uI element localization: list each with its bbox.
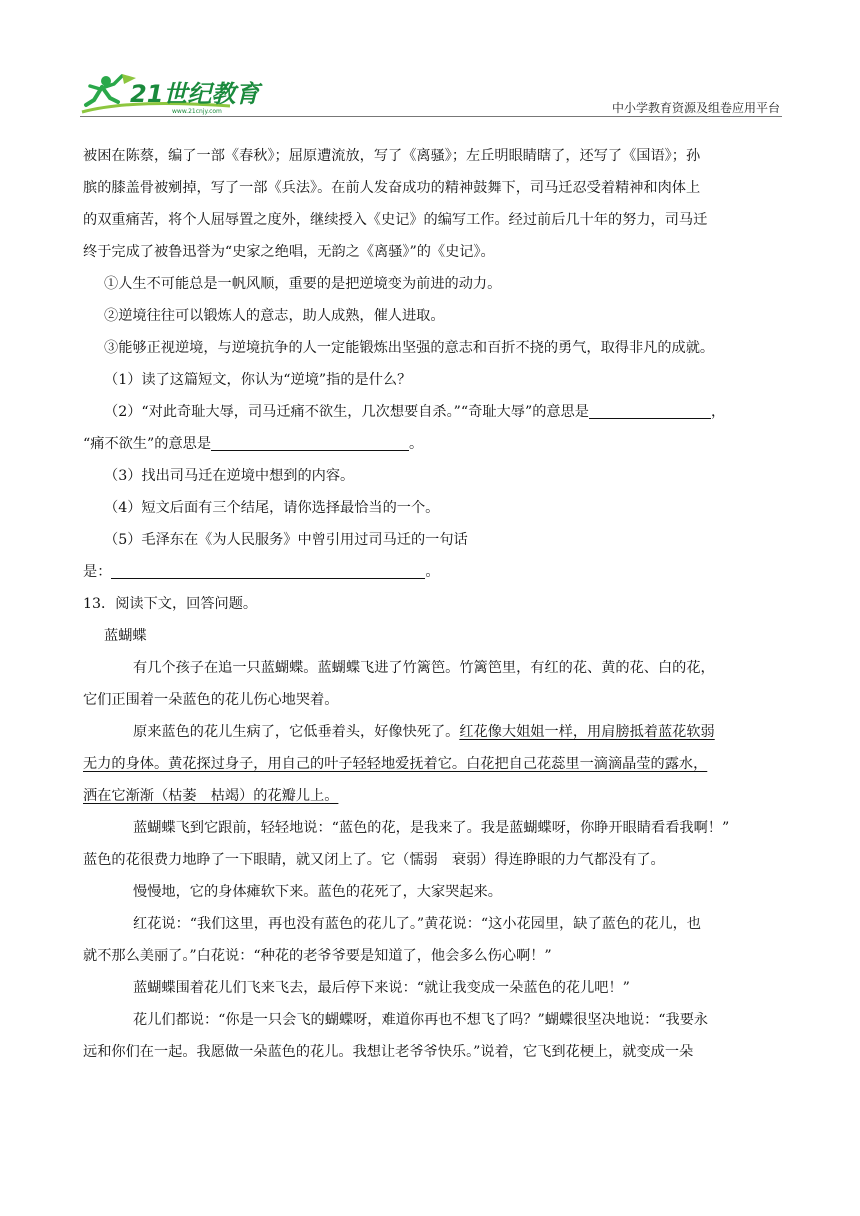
answer-blank[interactable] <box>211 433 409 451</box>
story-line <box>83 716 779 748</box>
underlined-text: 洒在它渐渐（枯萎 枯竭）的花瓣儿上。 <box>83 788 339 804</box>
punctuation: 。 <box>425 564 440 580</box>
page-header <box>80 68 782 118</box>
punctuation: ， <box>710 404 726 420</box>
question-2 <box>83 396 779 428</box>
story-line: 红花说：“我们这里，再也没有蓝色的花儿了。”黄花说：“这小花园里，缺了蓝色的花儿，也 <box>133 916 701 932</box>
question-3: （3）找出司马迁在逆境中想到的内容。 <box>104 468 355 484</box>
story-line: 它们正围着一朵蓝色的花儿伤心地哭着。 <box>83 692 339 708</box>
story-line <box>83 748 779 780</box>
logo-text: 21世纪教育 <box>130 80 260 108</box>
story-text: 原来蓝色的花儿生病了，它低垂着头，好像快死了。 <box>133 724 460 740</box>
ending-option-2: ②逆境往往可以锻炼人的意志，助人成熟，催人进取。 <box>104 308 445 324</box>
story-line: 有几个孩子在追一只蓝蝴蝶。蓝蝴蝶飞进了竹篱笆。竹篱笆里，有红的花、黄的花、白的花， <box>133 660 715 676</box>
question-2-continued <box>83 428 779 460</box>
question-1: （1）读了这篇短文，你认为“逆境”指的是什么？ <box>104 372 412 388</box>
story-line: 就不那么美丽了。”白花说：“种花的老爷爷要是知道了，他会多么伤心啊！” <box>83 948 552 964</box>
story-line: 蓝蝴蝶飞到它跟前，轻轻地说：“蓝色的花，是我来了。我是蓝蝴蝶呀，你睁开眼睛看看我啊！” <box>133 820 730 836</box>
question-2-text: （2）“对此奇耻大辱，司马迁痛不欲生，几次想要自杀。”“奇耻大辱”的意思是 <box>104 404 589 420</box>
runner-logo-icon <box>80 72 340 116</box>
question-4: （4）短文后面有三个结尾，请你选择最恰当的一个。 <box>104 500 440 516</box>
passage-line: 终于完成了被鲁迅誉为“史家之绝唱，无韵之《离骚》”的《史记》。 <box>83 244 495 260</box>
document-body <box>83 140 779 1068</box>
question-5-continued <box>83 556 779 588</box>
site-logo <box>80 72 340 116</box>
story-line: 慢慢地，它的身体瘫软下来。蓝色的花死了，大家哭起来。 <box>133 884 502 900</box>
story-line: 花儿们都说：“你是一只会飞的蝴蝶呀，难道你再也不想飞了吗？”蝴蝶很坚决地说：“我要永 <box>133 1012 709 1028</box>
header-divider <box>80 116 782 117</box>
story-title: 蓝蝴蝶 <box>104 628 147 644</box>
question-13-heading: 13．阅读下文，回答问题。 <box>83 596 258 612</box>
passage-line: 膑的膝盖骨被剜掉，写了一部《兵法》。在前人发奋成功的精神鼓舞下，司马迁忍受着精神和肉体上 <box>83 180 701 196</box>
platform-name: 中小学教育资源及组卷应用平台 <box>611 101 780 115</box>
answer-blank[interactable] <box>589 401 711 419</box>
story-line: 蓝蝴蝶围着花儿们飞来飞去，最后停下来说：“就让我变成一朵蓝色的花儿吧！” <box>133 980 630 996</box>
ending-option-3: ③能够正视逆境，与逆境抗争的人一定能锻炼出坚强的意志和百折不挠的勇气，取得非凡的成就。 <box>104 340 715 356</box>
ending-option-1: ①人生不可能总是一帆风顺，重要的是把逆境变为前进的动力。 <box>104 276 502 292</box>
underlined-text: 无力的身体。黄花探过身子，用自己的叶子轻轻地爱抚着它。白花把自己花蕊里一滴滴晶莹的露水， <box>83 756 708 772</box>
logo-url-text: www.21cnjy.com <box>172 108 222 115</box>
question-2b-text: “痛不欲生”的意思是 <box>83 436 212 452</box>
question-5: （5）毛泽东在《为人民服务》中曾引用过司马迁的一句话 <box>104 532 468 548</box>
question-5b-text: 是： <box>83 564 112 580</box>
passage-line: 被困在陈蔡，编了一部《春秋》；屈原遭流放，写了《离骚》；左丘明眼睛瞎了，还写了《国语》；孙 <box>83 148 701 164</box>
underlined-text: 红花像大姐姐一样，用肩膀抵着蓝花软弱 <box>459 724 715 740</box>
story-line: 蓝色的花很费力地睁了一下眼睛，就又闭上了。它（懦弱 衰弱）得连睁眼的力气都没有了。 <box>83 852 665 868</box>
story-line: 远和你们在一起。我愿做一朵蓝色的花儿。我想让老爷爷快乐。”说着，它飞到花梗上，就变成一朵 <box>83 1044 694 1060</box>
passage-line: 的双重痛苦，将个人屈辱置之度外，继续授入《史记》的编写工作。经过前后几十年的努力，司马迁 <box>83 212 708 228</box>
punctuation: 。 <box>409 436 424 452</box>
story-line <box>83 780 779 812</box>
answer-blank[interactable] <box>111 561 425 579</box>
